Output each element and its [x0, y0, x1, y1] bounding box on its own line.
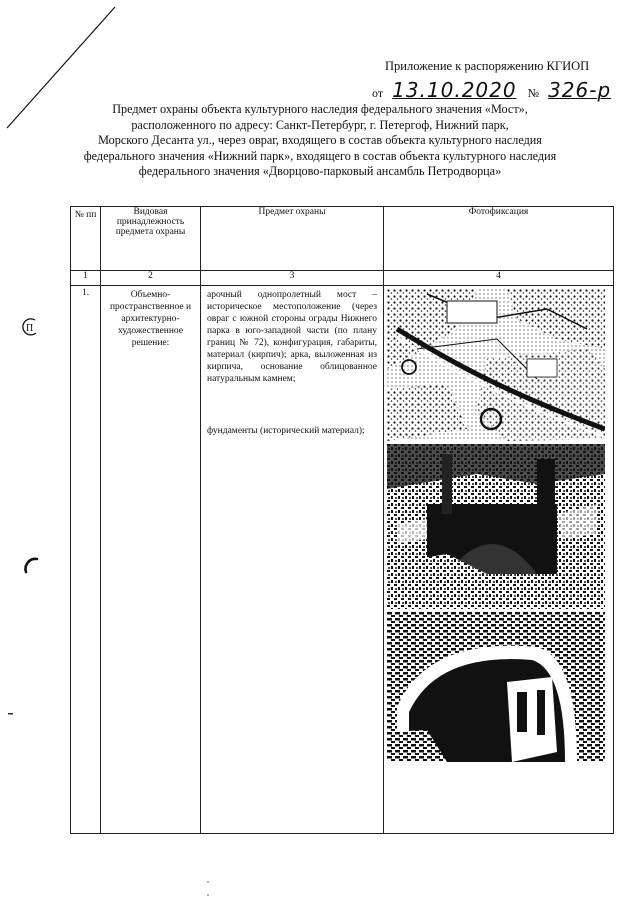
order-date: 13.10.2020 [392, 78, 517, 102]
subject-bridge: арочный однопролетный мост – историческое местоположение (через овраг с южной стороны ограды Нижнего парка в юго-западной части (по плану границ № 72), конфигурация, габариты, материал (кирпич); арка, выложенная из кирпича, основание облицованное натуральным камнем; [207, 290, 377, 384]
header-kind: Видовая принадлежность предмета охраны [101, 207, 201, 271]
order-number: 326-р [548, 78, 612, 102]
margin-dot [8, 712, 16, 716]
document-title [70, 102, 570, 180]
scan-speck [206, 880, 212, 886]
title-line: федерального значения «Дворцово-парковый ансамбль Петродворца» [138, 164, 502, 178]
column-number: 1 [71, 271, 101, 286]
bridge-overview-photo [387, 444, 605, 609]
margin-stamp-mark [20, 316, 40, 338]
column-number-row [71, 271, 614, 286]
row-kind: Объемно-пространственное и архитектурно-художественное решение: [101, 286, 201, 834]
margin-hole-mark [22, 556, 40, 576]
row-number: 1. [71, 286, 101, 834]
header-photo: Фотофиксация [384, 207, 614, 271]
title-line: федерального значения «Нижний парк», входящего в состав объекта культурного наследия [83, 148, 557, 163]
appendix-label: Приложение к распоряжению КГИОП [385, 59, 590, 73]
title-line: расположенного по адресу: Санкт-Петербург, г. Петергоф, Нижний парк, [131, 117, 509, 132]
column-number: 2 [101, 271, 201, 286]
site-plan-photo [387, 289, 605, 441]
column-number: 3 [201, 271, 384, 286]
subject-foundations: фундаменты (исторический материал); [207, 426, 365, 436]
order-prefix: от [372, 86, 384, 100]
protection-subject-table [70, 206, 614, 834]
table-header-row [71, 207, 614, 271]
margin-letter: П [26, 323, 34, 334]
header-subject: Предмет охраны [201, 207, 384, 271]
bridge-arch-photo [387, 612, 605, 762]
title-line: Предмет охраны объекта культурного наследия федерального значения «Мост», [112, 102, 528, 116]
column-number: 4 [384, 271, 614, 286]
table-row [71, 286, 614, 834]
header-no: № пп [71, 207, 101, 271]
order-reference [372, 78, 611, 102]
order-number-label: № [527, 86, 540, 100]
row-subject [201, 286, 384, 834]
title-line: Морского Десанта ул., через овраг, входящего в состав объекта культурного наследия [98, 133, 542, 147]
row-photos [384, 286, 614, 834]
scan-speck [206, 893, 212, 899]
